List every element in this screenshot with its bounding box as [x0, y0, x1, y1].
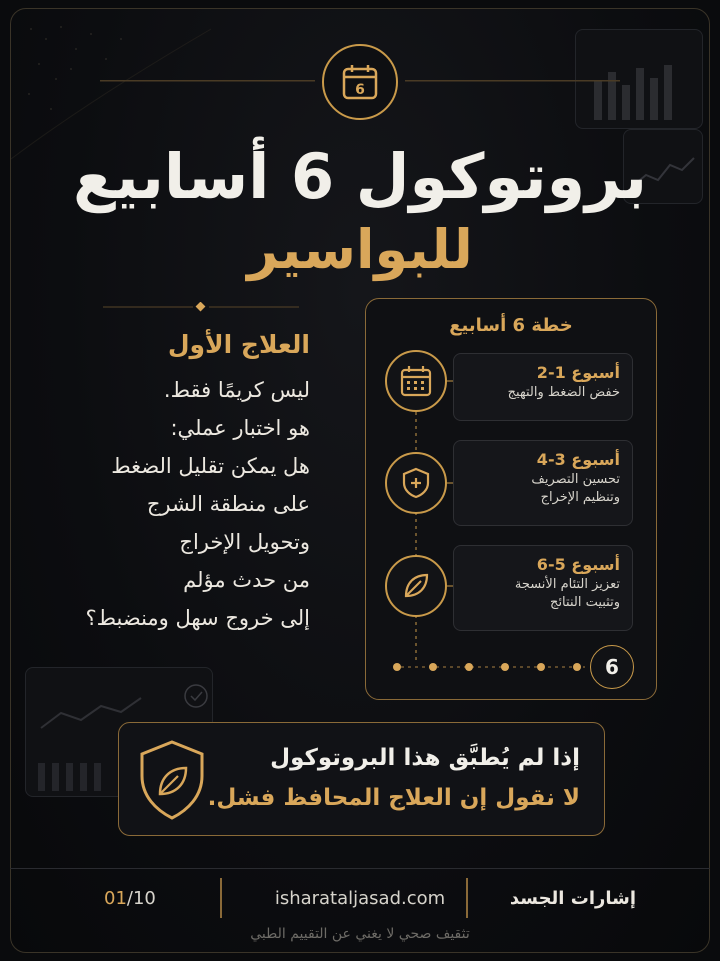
leaf-icon	[399, 569, 433, 603]
title-line-1: بروتوكول 6 أسابيع	[72, 140, 648, 213]
brand-name: إشارات الجسد	[509, 887, 636, 909]
shield-leaf-icon	[136, 738, 208, 822]
page-total: /10	[126, 887, 156, 909]
intro-line: هو اختبار عملي:	[170, 416, 310, 440]
section-divider	[103, 302, 299, 312]
final-week-badge: 6	[590, 645, 634, 689]
step-week: أسبوع 1-2	[536, 363, 620, 382]
calendar-badge	[322, 44, 398, 120]
disclaimer: تثقيف صحي لا يغني عن التقييم الطبي	[250, 926, 470, 942]
footer-separator	[220, 878, 222, 918]
step-desc: تحسين التصريف	[531, 472, 620, 487]
step-desc: خفض الضغط والتهيج	[507, 385, 620, 400]
website-link[interactable]: isharataljasad.com	[274, 887, 446, 909]
step-1-icon-circle	[385, 350, 447, 412]
intro-line: من حدث مؤلم	[183, 568, 310, 592]
step-2-box	[453, 440, 633, 526]
step-1-box	[453, 353, 633, 421]
callout-line-2: لا نقول إن العلاج المحافظ فشل.	[207, 785, 580, 811]
step-desc: وتثبيت النتائج	[550, 595, 620, 610]
callout-line-1: إذا لم يُطبَّق هذا البروتوكول	[270, 745, 580, 771]
step-week: أسبوع 3-4	[536, 450, 620, 469]
title-line-2: للبواسير	[247, 218, 473, 281]
calendar-icon	[340, 62, 380, 102]
header-line-right	[405, 80, 620, 82]
intro-text	[10, 330, 310, 637]
intro-line: هل يمكن تقليل الضغط	[111, 454, 310, 478]
intro-line: إلى خروج سهل ومنضبط؟	[85, 606, 310, 630]
shield-plus-icon	[399, 466, 433, 500]
intro-heading: العلاج الأول	[167, 330, 310, 359]
footer-divider	[10, 868, 710, 869]
header-line-left	[100, 80, 315, 82]
step-2-icon-circle	[385, 452, 447, 514]
plan-title: خطة 6 أسابيع	[449, 315, 573, 336]
page-current: 01	[104, 887, 127, 909]
decorative-chart-panel	[575, 29, 703, 129]
step-desc: تعزيز التئام الأنسجة	[514, 577, 620, 592]
intro-line: وتحويل الإخراج	[179, 530, 310, 554]
step-desc: وتنظيم الإخراج	[540, 490, 620, 505]
step-3-icon-circle	[385, 555, 447, 617]
step-week: أسبوع 5-6	[536, 555, 620, 574]
svg-text:6: 6	[355, 82, 365, 98]
intro-line: ليس كريمًا فقط.	[163, 378, 310, 402]
calendar-icon	[399, 364, 433, 398]
page-indicator	[104, 884, 156, 912]
intro-line: على منطقة الشرج	[146, 492, 310, 516]
step-3-box	[453, 545, 633, 631]
